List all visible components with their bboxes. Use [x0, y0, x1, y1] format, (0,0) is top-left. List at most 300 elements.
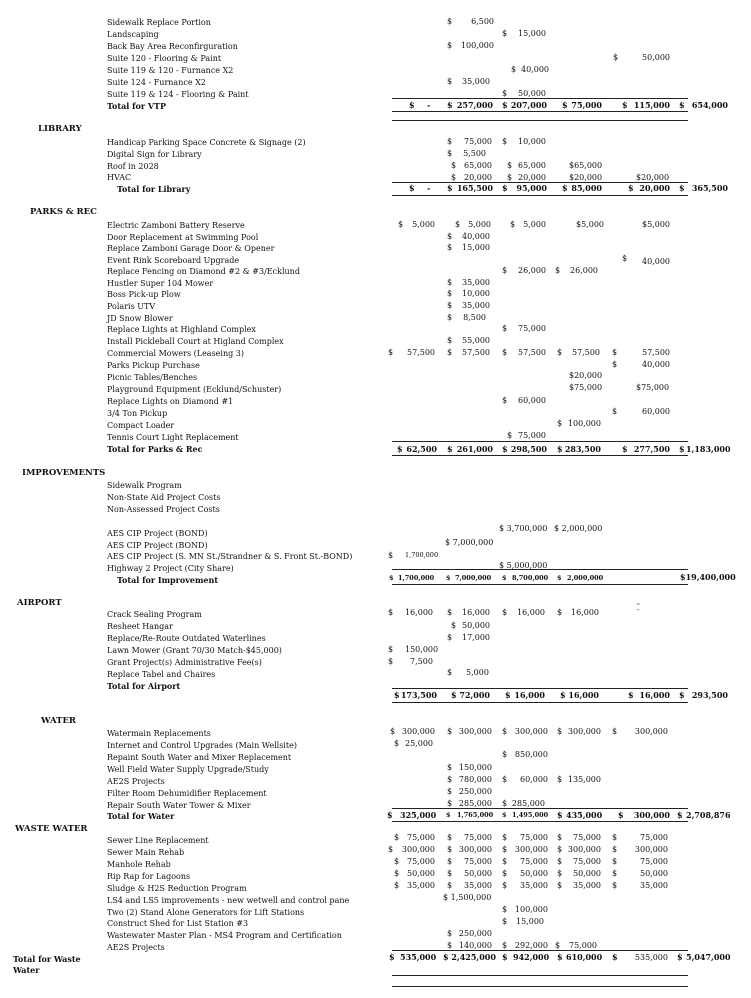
library-value: $20,000	[636, 173, 670, 182]
dollar-sign: $	[447, 137, 453, 146]
parks-total: 277,500	[633, 444, 670, 454]
rule	[392, 975, 688, 976]
dollar-sign: $	[511, 65, 517, 74]
dollar-sign: $	[502, 574, 507, 582]
parks-item: Door Replacement at Swimming Pool	[107, 233, 259, 242]
dollar-sign: $	[388, 551, 394, 560]
library-total: 20,000	[639, 183, 670, 193]
airport-value: 17,000	[462, 633, 490, 642]
dollar-sign: $	[507, 161, 513, 170]
parks-value: 40,000	[462, 232, 490, 241]
rule	[392, 195, 688, 196]
dollar-sign: $	[613, 53, 619, 62]
parks-item: Replace Fencing on Diamond #2 & #3/Ecklund	[107, 267, 300, 276]
library-value: 75,000	[464, 137, 492, 146]
parks-item: JD Snow Blower	[107, 314, 173, 323]
dollar-sign: $	[557, 444, 563, 454]
parks-value: $5,000	[576, 220, 604, 229]
vtp-value: 50,000	[642, 53, 670, 62]
library-value: 20,000	[518, 173, 546, 182]
wastewater-total: $ 2,425,000	[443, 952, 496, 962]
improvements-value: $ 5,000,000	[499, 561, 548, 570]
wastewater-value: 35,000	[640, 881, 668, 890]
parks-total: 261,000	[456, 444, 493, 454]
airport-total: 173,500	[400, 690, 437, 700]
airport-value: 16,000	[405, 608, 433, 617]
parks-value: 35,000	[462, 301, 490, 310]
parks-value: 5,000	[412, 220, 435, 229]
wastewater-value: 15,000	[516, 917, 544, 926]
dollar-sign: $	[677, 810, 683, 820]
parks-item: Commercial Mowers (Leaseing 3)	[107, 349, 245, 358]
airport-total: 72,000	[459, 690, 490, 700]
dollar-sign: $	[389, 574, 394, 582]
library-total-label: Total for Library	[117, 184, 191, 194]
dollar-sign: $	[502, 266, 508, 275]
dollar-sign: $	[451, 690, 457, 700]
parks-grand-total: 1,183,000	[686, 444, 731, 454]
dollar-sign: $	[502, 857, 508, 866]
library-value: 65,000	[464, 161, 492, 170]
vtp-total: 75,000	[571, 100, 602, 110]
dollar-sign: $	[447, 929, 453, 938]
vtp-total: 115,000	[633, 100, 670, 110]
library-value: $65,000	[569, 161, 603, 170]
rule	[392, 120, 688, 121]
library-total: -	[427, 183, 431, 193]
dollar-sign: $	[502, 833, 508, 842]
dollar-sign: $	[557, 810, 563, 820]
dollar-sign: $	[409, 183, 415, 193]
dollar-sign: $	[557, 833, 563, 842]
parks-value: 60,000	[642, 407, 670, 416]
water-value: 285,000	[458, 799, 492, 808]
parks-value: 57,500	[462, 348, 490, 357]
airport-item: Crack Sealing Program	[107, 610, 202, 619]
section-heading: LIBRARY	[38, 124, 82, 134]
water-item: Repaint South Water and Mixer Replacement	[107, 753, 292, 762]
wastewater-value: 50,000	[573, 869, 601, 878]
wastewater-item: Manhole Rehab	[107, 860, 171, 869]
parks-value: 35,000	[462, 278, 490, 287]
water-value: 300,000	[401, 727, 435, 736]
parks-item: Event Rink Scoreboard Upgrade	[107, 256, 240, 265]
parks-value: 26,000	[518, 266, 546, 275]
wastewater-item: Construct Shed for List Station #3	[107, 919, 249, 928]
water-item: Repair South Water Tower & Mixer	[107, 801, 251, 810]
dollar-sign: $	[557, 845, 563, 854]
improvements-item: Non-State Aid Project Costs	[107, 493, 221, 502]
dollar-sign: $	[502, 811, 507, 819]
improvements-item: AES CIP Project (BOND)	[107, 529, 208, 538]
rule	[392, 111, 688, 112]
parks-value: $75,000	[569, 383, 603, 392]
wastewater-value: 75,000	[407, 857, 435, 866]
wastewater-value: 35,000	[464, 881, 492, 890]
dollar-sign: $	[447, 845, 453, 854]
dollar-sign: $	[447, 941, 453, 950]
parks-value: 57,500	[642, 348, 670, 357]
airport-value: 50,000	[462, 621, 490, 630]
wastewater-value: 300,000	[567, 845, 601, 854]
dollar-sign: $	[389, 952, 395, 962]
dollar-sign: $	[502, 799, 508, 808]
dollar-sign: $	[394, 881, 400, 890]
wastewater-value: 75,000	[520, 833, 548, 842]
section-heading: WATER	[41, 716, 77, 726]
parks-value: 75,000	[518, 324, 546, 333]
library-value: 65,000	[518, 161, 546, 170]
vtp-value: 15,000	[518, 29, 546, 38]
parks-item: Replace Lights at Highland Complex	[107, 325, 256, 334]
dollar-sign: $	[679, 183, 685, 193]
dollar-sign: $	[622, 100, 628, 110]
parks-item: Picnic Tables/Benches	[107, 373, 198, 382]
dollar-sign: $	[507, 431, 513, 440]
parks-item: Compact Loader	[107, 421, 175, 430]
wastewater-value: 75,000	[573, 857, 601, 866]
dollar-sign: $	[447, 77, 453, 86]
wastewater-value: 50,000	[464, 869, 492, 878]
parks-item: Parks Pickup Purchase	[107, 361, 200, 370]
dollar-sign: $	[502, 89, 508, 98]
wastewater-value: 50,000	[407, 869, 435, 878]
section-heading: IMPROVEMENTS	[22, 468, 106, 478]
vtp-item: Suite 119 & 120 - Furnance X2	[107, 66, 234, 75]
improvements-value: $ 2,000,000	[554, 524, 603, 533]
dollar-sign: $	[447, 787, 453, 796]
dollar-sign: $	[502, 444, 508, 454]
water-value: 285,000	[511, 799, 545, 808]
wastewater-total-label: Water	[13, 965, 40, 975]
wastewater-value: 300,000	[634, 845, 668, 854]
dollar-sign: $	[388, 348, 394, 357]
wastewater-total: 942,000	[513, 952, 550, 962]
wastewater-value: 75,000	[640, 833, 668, 842]
dollar-sign: $	[557, 869, 563, 878]
dollar-sign: $	[612, 881, 618, 890]
water-value: 25,000	[405, 739, 433, 748]
section-heading: PARKS & REC	[30, 207, 97, 217]
airport-item: Resheet Hangar	[107, 622, 173, 631]
dollar-sign: $	[394, 833, 400, 842]
dollar-sign: $	[388, 608, 394, 617]
parks-value: 55,000	[462, 336, 490, 345]
dollar-sign: $	[451, 621, 457, 630]
water-value: 150,000	[458, 763, 492, 772]
dollar-sign: $	[557, 881, 563, 890]
library-item: Digital Sign for Library	[107, 150, 202, 159]
wastewater-value: 75,000	[520, 857, 548, 866]
airport-value: 7,500	[410, 657, 433, 666]
water-value: 135,000	[567, 775, 601, 784]
wastewater-value: 35,000	[407, 881, 435, 890]
parks-item: Boss Pick-up Plow	[107, 290, 181, 299]
water-grand-total: 2,708,876	[686, 810, 731, 820]
water-total: 325,000	[400, 810, 437, 820]
vtp-value: 100,000	[460, 41, 494, 50]
dollar-sign: $	[679, 444, 685, 454]
library-item: Roof in 2028	[107, 162, 159, 171]
library-value: 5,500	[463, 149, 486, 158]
water-item: AE2S Projects	[107, 777, 165, 786]
dollar-sign: $	[557, 574, 562, 582]
parks-total: 62,500	[406, 444, 437, 454]
dollar-sign: $	[447, 727, 453, 736]
dollar-sign: $	[447, 41, 453, 50]
dollar-sign: $	[447, 633, 453, 642]
airport-value: 16,000	[462, 608, 490, 617]
water-total: 1,495,000	[512, 811, 549, 819]
dollar-sign: $	[447, 775, 453, 784]
improvements-total: 8,700,000	[512, 574, 549, 582]
library-item: HVAC	[107, 173, 132, 182]
airport-value: 16,000	[571, 608, 599, 617]
rule	[392, 98, 688, 99]
dollar-sign: $	[451, 173, 457, 182]
dollar-sign: $	[562, 100, 568, 110]
dollar-sign: $	[447, 833, 453, 842]
library-total: 165,500	[456, 183, 493, 193]
section-heading: WASTE WATER	[15, 824, 88, 834]
improvements-item: AES CIP Project (BOND)	[107, 541, 208, 550]
parks-item: Replace Lights on Diamond #1	[107, 397, 234, 406]
wastewater-value: 75,000	[407, 833, 435, 842]
rule	[392, 455, 688, 456]
water-value: 300,000	[458, 727, 492, 736]
dollar-sign: $	[560, 690, 566, 700]
dollar-sign: $	[394, 857, 400, 866]
wastewater-item: Two (2) Stand Alone Generators for Lift Stations	[107, 908, 305, 917]
improvements-grand-total: $19,400,000	[680, 572, 736, 582]
dollar-sign: $	[394, 739, 400, 748]
dollar-sign: $	[502, 608, 508, 617]
improvements-item: Sidewalk Program	[107, 481, 182, 490]
dollar-sign: $	[557, 348, 563, 357]
dollar-sign: $	[502, 324, 508, 333]
dollar-sign: $	[387, 810, 393, 820]
rule	[392, 950, 688, 951]
dollar-sign: $	[447, 763, 453, 772]
dollar-sign: $	[390, 727, 396, 736]
parks-item: Polaris UTV	[107, 302, 156, 311]
wastewater-value: 300,000	[401, 845, 435, 854]
dollar-sign: $	[398, 220, 404, 229]
dollar-sign: $	[455, 220, 461, 229]
parks-item: Tennis Court Light Replacement	[107, 433, 239, 442]
airport-total: 16,000	[514, 690, 545, 700]
improvements-total: 2,000,000	[567, 574, 604, 582]
airport-total: 16,000	[639, 690, 670, 700]
parks-value: 100,000	[567, 419, 601, 428]
parks-value: 40,000	[642, 360, 670, 369]
library-grand-total: 365,500	[691, 183, 728, 193]
dollar-sign: $	[447, 301, 453, 310]
dollar-sign: $	[502, 137, 508, 146]
dollar-sign: $	[451, 161, 457, 170]
parks-value: $75,000	[636, 383, 670, 392]
airport-value: 16,000	[517, 608, 545, 617]
airport-item: Replace/Re-Route Outdated Waterlines	[107, 634, 266, 643]
wastewater-value: 75,000	[573, 833, 601, 842]
parks-item: Install Pickleball Court at Higland Complex	[107, 337, 284, 346]
parks-item: Replace Zamboni Garage Door & Opener	[107, 244, 275, 253]
dollar-sign: $	[679, 100, 685, 110]
rule	[392, 688, 688, 689]
dollar-sign: $	[612, 727, 618, 736]
dollar-sign: $	[447, 149, 453, 158]
dollar-sign: $	[502, 183, 508, 193]
wastewater-value: $ 1,500,000	[443, 893, 492, 902]
wastewater-item: Wastewater Master Plan - MS4 Program and Certification	[107, 931, 342, 940]
dollar-sign: $	[612, 833, 618, 842]
dollar-sign: $	[447, 278, 453, 287]
dollar-sign: $	[447, 313, 453, 322]
vtp-item: Landscaping	[107, 30, 159, 39]
dollar-sign: $	[447, 608, 453, 617]
dollar-sign: $	[510, 220, 516, 229]
dollar-sign: $	[502, 348, 508, 357]
dollar-sign: $	[502, 905, 508, 914]
dollar-sign: $	[562, 183, 568, 193]
dollar-sign: $	[446, 811, 451, 819]
airport-item: Lawn Mower (Grant 70/30 Match-$45,000)	[107, 646, 282, 655]
parks-item: Electric Zamboni Battery Reserve	[107, 221, 245, 230]
parks-item: Playground Equipment (Ecklund/Schuster)	[107, 385, 282, 394]
parks-value: 5,000	[523, 220, 546, 229]
dollar-sign: $	[446, 574, 451, 582]
dollar-sign: $	[555, 941, 561, 950]
airport-total-label: Total for Airport	[107, 681, 181, 691]
library-total: 95,000	[516, 183, 547, 193]
wastewater-value: 250,000	[458, 929, 492, 938]
parks-value: 57,500	[407, 348, 435, 357]
dollar-sign: $	[612, 952, 618, 962]
wastewater-total: 535,000	[634, 953, 668, 962]
library-total: 85,000	[571, 183, 602, 193]
dollar-sign: $	[557, 952, 563, 962]
wastewater-value: 75,000	[464, 857, 492, 866]
water-value: 250,000	[458, 787, 492, 796]
dollar-sign: $	[447, 183, 453, 193]
improvements-value: $ 3,700,000	[499, 524, 548, 533]
rule	[392, 569, 688, 570]
water-value: 300,000	[634, 727, 668, 736]
library-value: $20,000	[569, 173, 603, 182]
dollar-sign: $	[612, 857, 618, 866]
dollar-sign: $	[628, 183, 634, 193]
wastewater-value: 75,000	[640, 857, 668, 866]
water-value: 780,000	[458, 775, 492, 784]
water-item: Watermain Replacements	[107, 729, 211, 738]
dollar-sign: $	[447, 881, 453, 890]
dollar-sign: $	[447, 348, 453, 357]
vtp-value: 6,500	[471, 17, 494, 26]
dollar-sign: $	[447, 17, 453, 26]
wastewater-value: 75,000	[569, 941, 597, 950]
dollar-sign: $	[502, 100, 508, 110]
wastewater-value: 50,000	[520, 869, 548, 878]
water-total: 1,765,000	[457, 811, 494, 819]
dollar-sign: $	[394, 869, 400, 878]
dollar-sign: $	[502, 869, 508, 878]
parks-value: 75,000	[518, 431, 546, 440]
wastewater-total-label: Total for Waste	[13, 954, 81, 964]
dollar-sign: $	[612, 407, 618, 416]
library-value: 10,000	[518, 137, 546, 146]
rule	[392, 986, 688, 987]
ditto-marks: " ″	[637, 603, 640, 616]
dollar-sign: $	[557, 608, 563, 617]
improvements-item: AES CIP Project (S. MN St./Strandner & S. Front St.-BOND)	[107, 552, 353, 561]
dollar-sign: $	[679, 690, 685, 700]
water-value: 60,000	[520, 775, 548, 784]
dollar-sign: $	[447, 336, 453, 345]
dollar-sign: $	[394, 690, 400, 700]
vtp-total: 207,000	[510, 100, 547, 110]
dollar-sign: $	[388, 645, 394, 654]
dollar-sign: $	[555, 266, 561, 275]
wastewater-total: 535,000	[400, 952, 437, 962]
parks-value: 60,000	[518, 396, 546, 405]
dollar-sign: $	[557, 857, 563, 866]
wastewater-value: 35,000	[573, 881, 601, 890]
parks-value: 8,500	[463, 313, 486, 322]
dollar-sign: $	[612, 845, 618, 854]
parks-value: 40,000	[642, 257, 670, 266]
airport-total: 16,000	[568, 690, 599, 700]
dollar-sign: $	[502, 29, 508, 38]
dollar-sign: $	[397, 444, 403, 454]
wastewater-item: AE2S Projects	[107, 943, 165, 952]
airport-item: Grant Project(s) Administrative Fee(s)	[107, 658, 262, 667]
vtp-total: 257,000	[456, 100, 493, 110]
rule	[392, 441, 688, 442]
water-total: 435,000	[566, 810, 603, 820]
parks-value: 57,500	[572, 348, 600, 357]
dollar-sign: $	[388, 845, 394, 854]
dollar-sign: $	[502, 775, 508, 784]
wastewater-item: Sludge & H2S Reduction Program	[107, 884, 247, 893]
dollar-sign: $	[677, 952, 683, 962]
parks-value: 10,000	[462, 289, 490, 298]
improvements-total: 7,000,000	[455, 574, 492, 582]
dollar-sign: $	[447, 869, 453, 878]
dollar-sign: $	[447, 668, 453, 677]
parks-value: 5,000	[468, 220, 491, 229]
vtp-item: Suite 120 - Flooring & Paint	[107, 54, 222, 63]
parks-total: 298,500	[510, 444, 547, 454]
dollar-sign: $	[447, 232, 453, 241]
vtp-item: Suite 119 & 124 - Flooring & Paint	[107, 90, 249, 99]
rule	[392, 808, 688, 809]
section-heading: AIRPORT	[17, 598, 62, 608]
wastewater-value: 300,000	[458, 845, 492, 854]
rule	[392, 702, 688, 703]
improvements-value: 1,700,000	[405, 551, 439, 559]
water-item: Well Field Water Supply Upgrade/Study	[107, 765, 269, 774]
dollar-sign: $	[388, 657, 394, 666]
dollar-sign: $	[557, 419, 563, 428]
vtp-grand-total: 654,000	[691, 100, 728, 110]
dollar-sign: $	[409, 100, 415, 110]
dollar-sign: $	[557, 727, 563, 736]
parks-total: 283,500	[564, 444, 601, 454]
dollar-sign: $	[447, 444, 453, 454]
vtp-total-label: Total for VTP	[107, 101, 167, 111]
improvements-item: Non-Assessed Project Costs	[107, 505, 220, 514]
wastewater-item: Sewer Main Rehab	[107, 848, 185, 857]
